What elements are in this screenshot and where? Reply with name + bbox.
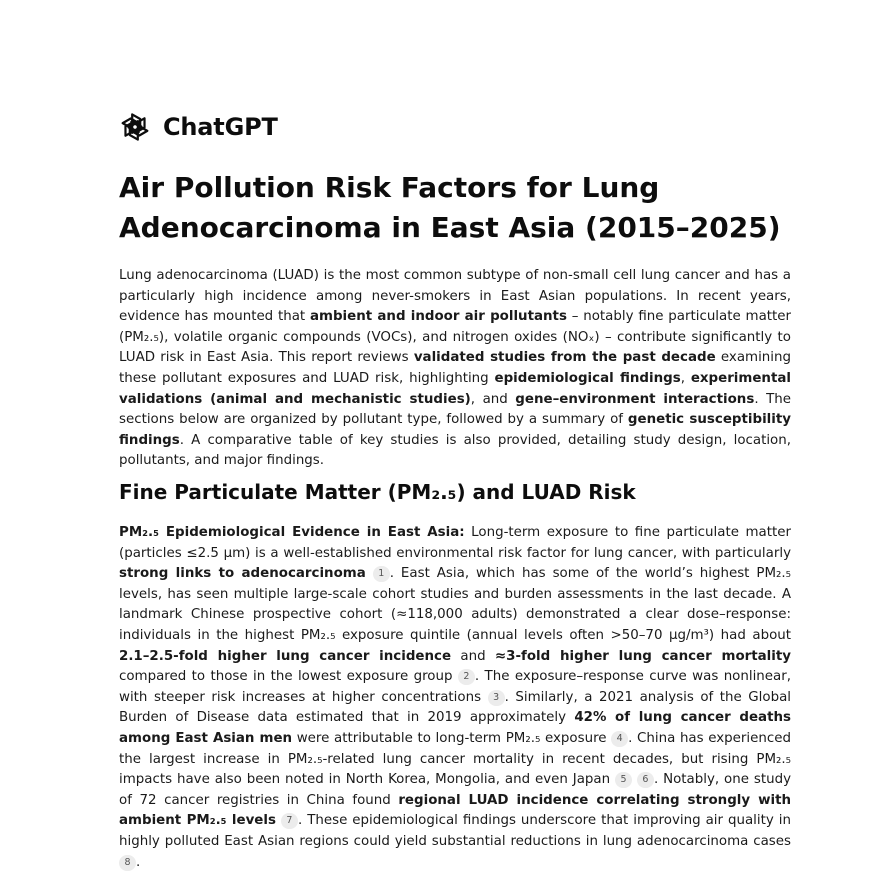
bold-text: ≈3-fold higher lung cancer mortality xyxy=(494,648,791,664)
body-text: Long-term exposure to fine particulate matter (particles ≤2.5 μm) is a well-established environmental risk factor for lung cancer, with particularly xyxy=(119,525,791,561)
bold-text: regional LUAD incidence correlating strongly with ambient PM₂.₅ levels xyxy=(119,792,791,829)
bold-text: genetic susceptibility findings xyxy=(119,412,791,448)
citation-badge[interactable]: 4 xyxy=(611,731,628,747)
body-text xyxy=(366,566,373,581)
intro-paragraph xyxy=(119,266,791,472)
bold-text: validated studies from the past decade xyxy=(413,350,716,366)
bold-text: epidemiological findings xyxy=(494,370,681,386)
body-text: . Notably, one study of 72 cancer registries in China found xyxy=(119,772,792,808)
body-text: . East Asia, which has some of the world’s highest PM₂.₅ levels, has seen multiple large-scale cohort studies and burden assessments in the last decade. A landmark Chinese prospective cohort (≈118,000 adults) demonstrated a clear dose–response: individuals in the highest PM₂.₅ exposure quintile (annual levels often >50–70 μg/m³) had about xyxy=(119,566,791,643)
body-text: . These epidemiological findings underscore that improving air quality in highly polluted East Asian regions could yield substantial reductions in lung adenocarcinoma cases xyxy=(119,813,791,849)
body-text: . China has experienced the largest increase in PM₂.₅-related lung cancer mortality in recent decades, but rising PM₂.₅ impacts have also been noted in North Korea, Mongolia, and even Japan xyxy=(119,730,791,788)
bold-text: gene–environment interactions xyxy=(515,391,755,407)
bold-text: ambient and indoor air pollutants xyxy=(309,309,567,325)
section-heading-pm25: Fine Particulate Matter (PM₂.₅) and LUAD Risk xyxy=(119,480,636,504)
pm25-paragraph xyxy=(119,523,791,873)
bold-text: experimental validations (animal and mechanistic studies) xyxy=(119,370,791,407)
body-text: . xyxy=(136,854,141,870)
citation-badge[interactable]: 2 xyxy=(458,669,475,685)
body-text: Lung adenocarcinoma (LUAD) is the most common subtype of non-small cell lung cancer and has a particularly high incidence among never-smokers in East Asian populations. In recent years, evidence has mounted that xyxy=(119,268,791,325)
body-text: and xyxy=(451,648,495,664)
body-text: compared to those in the lowest exposure group xyxy=(119,669,458,685)
body-text: . The exposure–response curve was nonlinear, with steeper risk increases at higher concentrations xyxy=(119,669,791,705)
citation-badge[interactable]: 1 xyxy=(373,566,390,582)
body-text: . The sections below are organized by pollutant type, followed by a summary of xyxy=(119,391,792,428)
body-text: – notably fine particulate matter (PM₂.₅), volatile organic compounds (VOCs), and nitrogen oxides (NOₓ) – contribute significantly to LUAD risk in East Asia. This report reviews xyxy=(119,309,792,366)
body-text: were attributable to long-term PM₂.₅ exposure xyxy=(292,730,612,746)
brand-name: ChatGPT xyxy=(163,113,278,141)
citation-badge[interactable]: 8 xyxy=(119,855,136,871)
brand-header xyxy=(119,111,278,143)
body-text: . Similarly, a 2021 analysis of the Global Burden of Disease data estimated that in 2019 approximately xyxy=(119,689,792,726)
body-text: . A comparative table of key studies is also provided, detailing study design, location, pollutants, and major findings. xyxy=(119,432,791,469)
bold-text: 2.1–2.5-fold higher lung cancer incidence xyxy=(119,648,452,664)
body-text: , xyxy=(680,370,691,386)
citation-badge[interactable]: 6 xyxy=(637,772,654,788)
bold-text: PM₂.₅ Epidemiological Evidence in East Asia: xyxy=(119,525,465,540)
citation-badge[interactable]: 7 xyxy=(281,813,298,829)
citation-badge[interactable]: 5 xyxy=(615,772,632,788)
page-title: Air Pollution Risk Factors for Lung Adenocarcinoma in East Asia (2015–2025) xyxy=(119,171,781,244)
citation-badge[interactable]: 3 xyxy=(488,690,505,706)
body-text: examining these pollutant exposures and LUAD risk, highlighting xyxy=(119,350,791,386)
bold-text: strong links to adenocarcinoma xyxy=(119,566,366,582)
body-text: , and xyxy=(470,391,516,407)
bold-text: 42% of lung cancer deaths among East Asian men xyxy=(119,710,792,746)
openai-logo-icon xyxy=(119,111,151,143)
